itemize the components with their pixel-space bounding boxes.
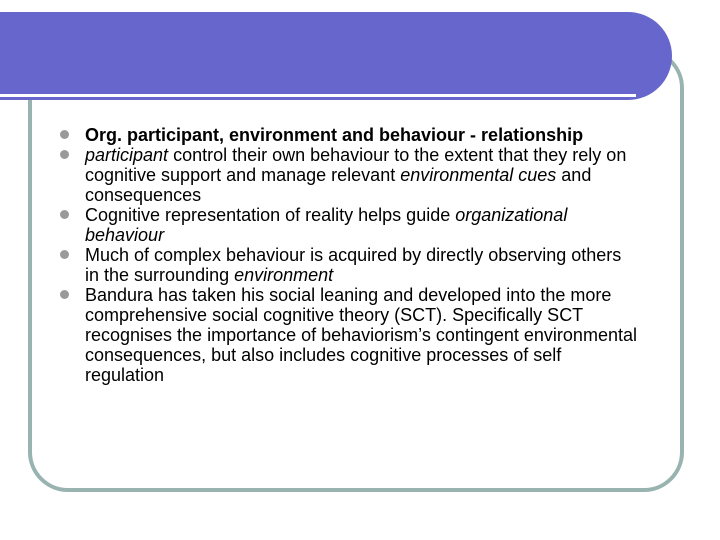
bullet-item bbox=[60, 145, 640, 205]
bullet-text: Bandura has taken his social leaning and developed into the more comprehensive social cognitive theory (SCT). Specifically SCT recognises the importance of behaviorism’s contingent environmental consequences, but also includes cognitive processes of self regulation bbox=[85, 285, 637, 385]
bullet-text-italic: environmental cues bbox=[400, 165, 557, 185]
title-banner bbox=[0, 12, 672, 100]
bullet-item bbox=[60, 205, 640, 245]
bullet-dot-icon bbox=[60, 250, 69, 259]
bullet-text: Cognitive representation of reality helps guide bbox=[85, 205, 456, 225]
bullet-text: Much of complex behaviour is acquired by directly observing others in the surrounding bbox=[85, 245, 622, 285]
bullet-item bbox=[60, 285, 640, 385]
bullet-dot-icon bbox=[60, 150, 69, 159]
bullet-text: and consequences bbox=[85, 165, 592, 205]
bullet-text-italic: environment bbox=[234, 265, 334, 285]
bullet-text-italic: organizational behaviour bbox=[85, 205, 568, 245]
bullet-item bbox=[60, 245, 640, 285]
bullet-dot-icon bbox=[60, 130, 69, 139]
bullet-item bbox=[60, 125, 640, 145]
bullet-text-italic: participant bbox=[85, 145, 169, 165]
bullet-text: control their own behaviour to the extent that they rely on cognitive support and manage relevant bbox=[85, 145, 627, 185]
bullet-list bbox=[60, 125, 640, 385]
banner-underline bbox=[0, 94, 636, 97]
bullet-text: Org. participant, environment and behaviour - relationship bbox=[85, 125, 584, 145]
bullet-dot-icon bbox=[60, 290, 69, 299]
bullet-dot-icon bbox=[60, 210, 69, 219]
